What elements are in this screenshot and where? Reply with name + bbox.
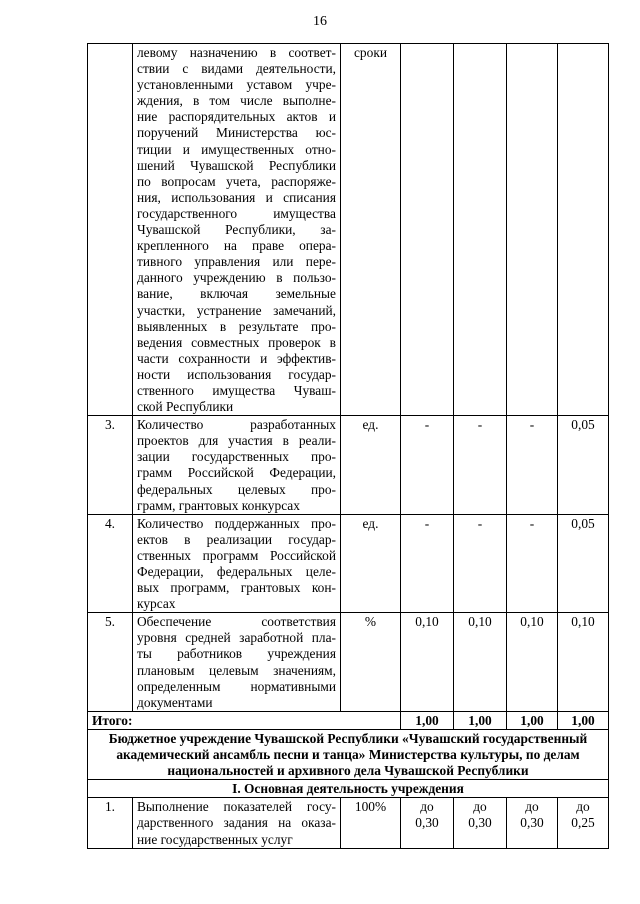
row-value-3: - xyxy=(507,416,558,515)
description-line: ведения совместных проверок в xyxy=(137,334,336,350)
row-value-2 xyxy=(454,44,507,416)
description-line: данного учреждению в пользо- xyxy=(137,270,336,286)
organization-heading: Бюджетное учреждение Чувашской Республики «Чувашский государственный академический ансамбль песни и танца» Министерства культуры, по делам национальностей и архивного дела Чувашской Республики xyxy=(88,729,609,779)
description-line: документами xyxy=(137,694,213,710)
value-prefix: до xyxy=(576,799,590,815)
row-value-3 xyxy=(507,798,558,848)
row-value-4: 0,10 xyxy=(558,613,609,712)
value-prefix: до xyxy=(420,799,434,815)
description-line: Количество поддержанных про- xyxy=(137,515,336,531)
row-description xyxy=(133,44,341,416)
description-line: выявленных в результате про- xyxy=(137,318,336,334)
row-unit: сроки xyxy=(341,44,401,416)
description-line: плановым целевым значениям, xyxy=(137,662,336,678)
total-row xyxy=(88,711,609,729)
row-unit: ед. xyxy=(341,514,401,613)
description-line: по вопросам учета, распоряже- xyxy=(137,173,336,189)
row-description xyxy=(133,613,341,712)
organization-row xyxy=(88,729,609,779)
total-value-4: 1,00 xyxy=(558,711,609,729)
description-line: курсах xyxy=(137,596,176,612)
value-prefix: до xyxy=(473,799,487,815)
row-value-3: 0,10 xyxy=(507,613,558,712)
description-line: ния, использования и списания xyxy=(137,189,336,205)
description-line: ние государственных услуг xyxy=(137,831,293,847)
description-line: ствии с видами деятельности, xyxy=(137,61,336,77)
value: 0,25 xyxy=(571,815,595,831)
row-value-2 xyxy=(454,798,507,848)
row-value-3 xyxy=(507,44,558,416)
section-heading: I. Основная деятельность учреждения xyxy=(88,780,609,798)
value: 0,30 xyxy=(415,815,439,831)
description-line: определенным нормативными xyxy=(137,678,336,694)
row-number xyxy=(88,44,133,416)
row-value-1 xyxy=(401,798,454,848)
row-value-1 xyxy=(401,44,454,416)
description-line: части сохранности и эффектив- xyxy=(137,350,336,366)
row-value-2: - xyxy=(454,514,507,613)
description-line: дарственного задания на оказа- xyxy=(137,815,336,831)
description-line: поручений Министерства юс- xyxy=(137,125,336,141)
description-line: ственных программ Российской xyxy=(137,547,336,563)
section-row xyxy=(88,780,609,798)
table-row xyxy=(88,613,609,712)
description-line: государственного имущества xyxy=(137,205,336,221)
row-number: 5. xyxy=(88,613,133,712)
row-value-1: - xyxy=(401,514,454,613)
description-line: Выполнение показателей госу- xyxy=(137,799,336,815)
description-line: ектов в реализации государ- xyxy=(137,531,336,547)
description-line: Количество разработанных xyxy=(137,417,336,433)
description-line: ты работников учреждения xyxy=(137,646,336,662)
row-number: 1. xyxy=(88,798,133,848)
description-line: Чувашской Республики, за- xyxy=(137,222,336,238)
row-value-2: 0,10 xyxy=(454,613,507,712)
row-value-2: - xyxy=(454,416,507,515)
row-value-3: - xyxy=(507,514,558,613)
total-value-2: 1,00 xyxy=(454,711,507,729)
description-line: тиции и имущественных отно- xyxy=(137,141,336,157)
page-number: 16 xyxy=(313,14,327,29)
description-line: участки, устранение замечаний, xyxy=(137,302,336,318)
description-line: левому назначению в соответ- xyxy=(137,45,336,60)
indicators-table xyxy=(87,43,609,849)
table-row xyxy=(88,416,609,515)
value: 0,30 xyxy=(468,815,492,831)
row-value-4 xyxy=(558,798,609,848)
total-value-1: 1,00 xyxy=(401,711,454,729)
row-value-4: 0,05 xyxy=(558,514,609,613)
description-line: Обеспечение соответствия xyxy=(137,614,336,630)
row-unit: ед. xyxy=(341,416,401,515)
description-line: ности использования государ- xyxy=(137,366,336,382)
row-description xyxy=(133,514,341,613)
row-number: 4. xyxy=(88,514,133,613)
description-line: крепленного на праве опера- xyxy=(137,238,336,254)
description-line: ской Республики xyxy=(137,399,234,415)
description-line: зации государственных про- xyxy=(137,449,336,465)
description-line: вых программ, грантовых кон- xyxy=(137,580,336,596)
description-line: установленными уставом учре- xyxy=(137,77,336,93)
total-value-3: 1,00 xyxy=(507,711,558,729)
description-line: ние распорядительных актов и xyxy=(137,109,336,125)
table-row xyxy=(88,514,609,613)
description-line: вание, включая земельные xyxy=(137,286,336,302)
value: 0,30 xyxy=(520,815,544,831)
row-unit: 100% xyxy=(341,798,401,848)
description-line: тивного управления или пере- xyxy=(137,254,336,270)
description-line: федеральных целевых про- xyxy=(137,481,336,497)
value-prefix: до xyxy=(525,799,539,815)
row-value-4: 0,05 xyxy=(558,416,609,515)
row-number: 3. xyxy=(88,416,133,515)
table-row xyxy=(88,798,609,848)
description-line: грамм Российской Федерации, xyxy=(137,465,336,481)
description-line: проектов для участия в реали- xyxy=(137,433,336,449)
description-line: ственного имущества Чуваш- xyxy=(137,382,336,398)
row-value-1: 0,10 xyxy=(401,613,454,712)
description-line: Федерации, федеральных целе- xyxy=(137,564,336,579)
description-line: грамм, грантовых конкурсах xyxy=(137,497,300,513)
row-description xyxy=(133,416,341,515)
description-line: шений Чувашской Республики xyxy=(137,157,336,173)
row-value-4 xyxy=(558,44,609,416)
row-description xyxy=(133,798,341,848)
description-line: уровня средней заработной пла- xyxy=(137,630,336,646)
row-unit: % xyxy=(341,613,401,712)
table-row xyxy=(88,44,609,416)
row-value-1: - xyxy=(401,416,454,515)
description-line: ждения, в том числе выполне- xyxy=(137,93,336,109)
total-label: Итого: xyxy=(88,711,401,729)
